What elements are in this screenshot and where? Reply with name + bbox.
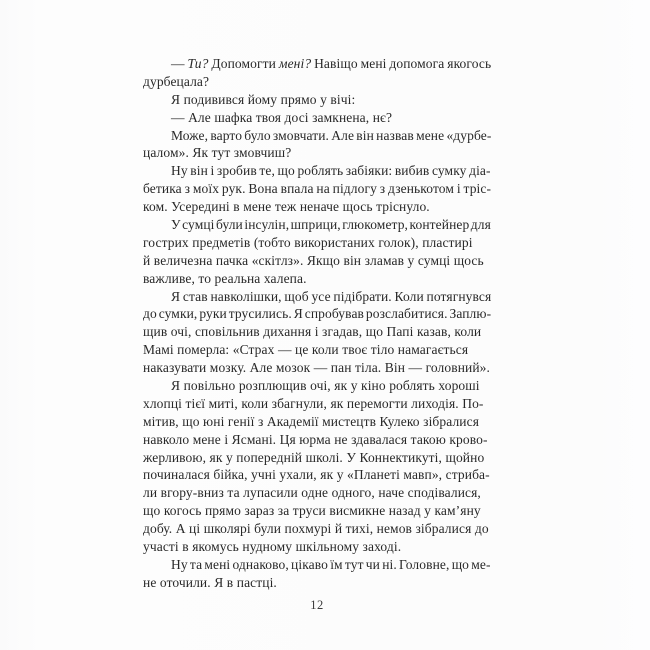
text-line: хлопці тієї миті, коли збагнули, як перемогти лиходія. По- xyxy=(143,395,484,411)
page-number: 12 xyxy=(310,598,324,612)
italic-word: Ти? xyxy=(187,56,209,71)
text-line: Я подивився йому прямо у вічі: xyxy=(171,91,356,107)
dialogue-line xyxy=(143,55,491,73)
text-line: Мамі померла: «Страх — це коли твоє тіло намагається xyxy=(143,342,469,358)
text-segment: Навіщо мені допомога якогось xyxy=(311,56,492,71)
text-line: бетика з моїх рук. Вона впала на підлогу з дзенькотом і тріс- xyxy=(143,181,492,197)
text-line: що когось прямо зараз за труси висмикне назад у кам’яну xyxy=(143,503,481,519)
text-line: цалом». Як тут змовчиш? xyxy=(143,145,292,161)
text-line: й величезна пачка «скітлз». Якщо він зламав у сумці щось xyxy=(143,252,484,268)
text-line: щив очі, сповільнив дихання і згадав, що Папі казав, коли xyxy=(143,324,482,340)
text-line: Ну та мені однаково, цікаво їм тут чи ні. Головне, що ме- xyxy=(171,556,491,572)
text-line: Може, варто було змовчати. Але він назвав мене «дурбе- xyxy=(171,127,492,143)
text-line: гострих предметів (тобто використаних голок), пластирі xyxy=(143,234,473,250)
text-line: У сумці були інсулін, шприци, глюкометр, контейнер для xyxy=(171,217,491,233)
text-line: починалася бійка, учні ухали, як у «Планеті мавп», стриба- xyxy=(143,467,490,483)
text-line: ком. Усередині в мене теж неначе щось тріснуло. xyxy=(143,199,430,215)
text-line: жерливою, як у попередній школі. У Коннектикуті, щойно xyxy=(143,449,485,465)
text-line: Я став навколішки, щоб усе підібрати. Коли потягнувся xyxy=(171,288,492,304)
text-line: мітив, що юні генії з Академії мистецтв Кулеко зібралися xyxy=(143,413,480,429)
text-line: Ну він і зробив те, що роблять забіяки: вибив сумку діа- xyxy=(171,163,491,179)
text-block xyxy=(143,55,491,592)
text-line: добу. А ці школярі були похмурі й тихі, немов зібралися до xyxy=(143,521,489,537)
text-line: дурбецала? xyxy=(143,73,210,89)
text-line: наказувати мозку. Але мозок — пан тіла. Він — головний». xyxy=(143,360,491,376)
dialogue-line: — Але шафка твоя досі замкнена, нє? xyxy=(171,109,393,125)
text-segment: Допомогти xyxy=(208,56,279,71)
text-line: до сумки, руки трусились. Я спробував розслабитися. Заплю- xyxy=(143,306,492,322)
italic-word: мені? xyxy=(278,56,312,71)
text-line: не оточили. Я в пастці. xyxy=(143,574,277,590)
text-line: ли вгору-вниз та лупасили одне одного, наче сподівалися, xyxy=(143,485,481,501)
text-line: важливе, то реальна халепа. xyxy=(143,270,307,286)
text-line: участі в якомусь нудному шкільному заході. xyxy=(143,539,402,555)
text-line: Я повільно розплющив очі, як у кіно роблять хороші xyxy=(171,378,480,394)
dialogue-dash: — xyxy=(171,56,188,71)
text-line: навколо мене і Ясмані. Ця юрма не здавалася такою крово- xyxy=(143,431,488,447)
